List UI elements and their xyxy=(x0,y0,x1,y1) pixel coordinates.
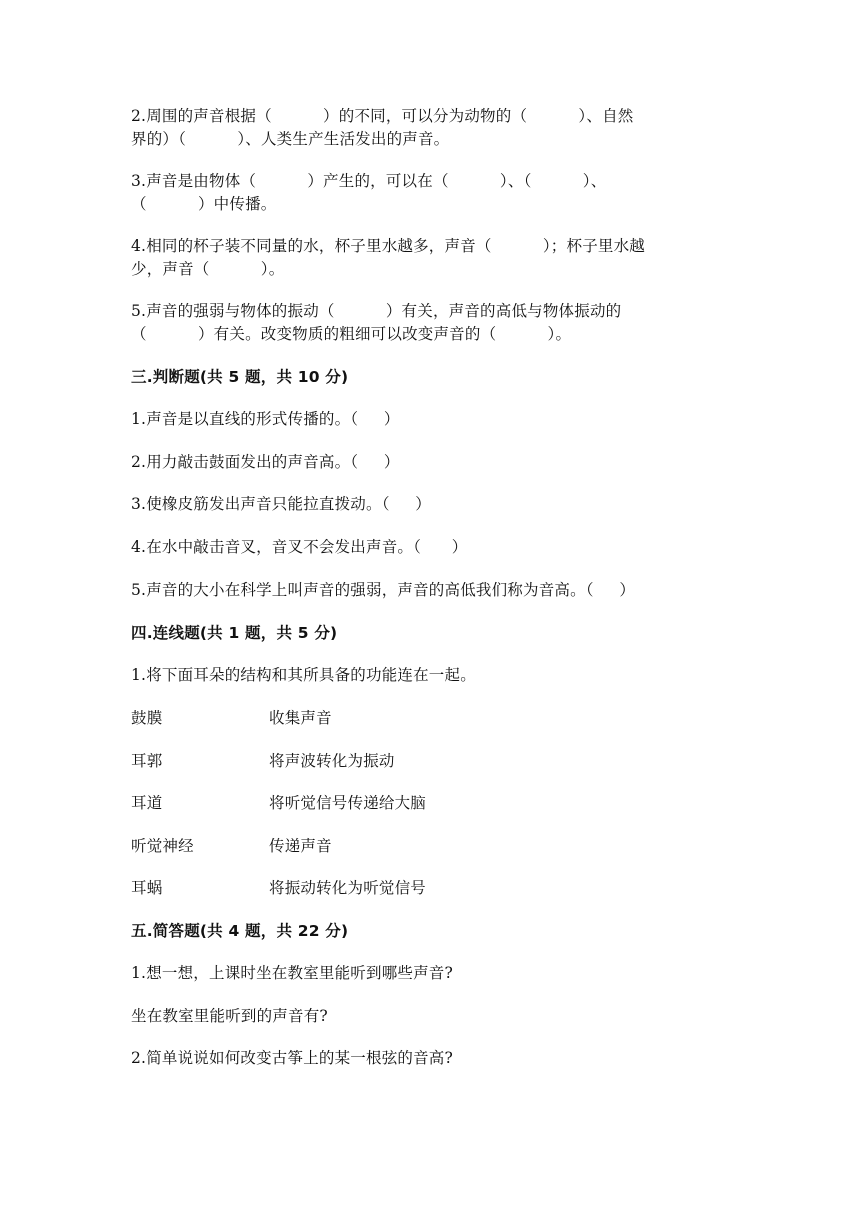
matching-prompt: 1.将下面耳朵的结构和其所具备的功能连在一起。 xyxy=(131,666,476,684)
match-left-item: 耳道 xyxy=(131,794,163,812)
judge-item-3: 3.使橡皮筋发出声音只能拉直拨动。（ ） xyxy=(131,495,431,513)
section-4-heading: 四.连线题(共 1 题，共 5 分) xyxy=(131,624,338,642)
match-left-item: 耳郭 xyxy=(131,752,163,770)
section-3-heading: 三.判断题(共 5 题，共 10 分) xyxy=(131,368,349,386)
match-left-item: 听觉神经 xyxy=(131,837,194,855)
section-5-heading: 五.简答题(共 4 题，共 22 分) xyxy=(131,922,349,940)
judge-item-1: 1.声音是以直线的形式传播的。（ ） xyxy=(131,410,400,428)
match-right-item: 收集声音 xyxy=(269,709,332,727)
short-answer-q2: 2.简单说说如何改变古筝上的某一根弦的音高? xyxy=(131,1049,453,1067)
short-answer-q1-followup: 坐在教室里能听到的声音有? xyxy=(131,1007,328,1025)
match-left-item: 耳蜗 xyxy=(131,879,163,897)
match-right-item: 将振动转化为听觉信号 xyxy=(269,879,427,897)
judge-item-2: 2.用力敲击鼓面发出的声音高。（ ） xyxy=(131,453,400,471)
judge-item-4: 4.在水中敲击音叉，音叉不会发出声音。（ ） xyxy=(131,538,468,556)
fill-in-q4-line2: 少，声音（ ）。 xyxy=(131,260,285,278)
match-left-item: 鼓膜 xyxy=(131,709,163,727)
fill-in-q3-line1: 3.声音是由物体（ ）产生的，可以在（ ）、（ ）、 xyxy=(131,172,607,190)
match-right-item: 传递声音 xyxy=(269,837,332,855)
fill-in-q5-line1: 5.声音的强弱与物体的振动（ ）有关，声音的高低与物体振动的 xyxy=(131,302,622,320)
match-right-item: 将听觉信号传递给大脑 xyxy=(269,794,427,812)
fill-in-q4-line1: 4.相同的杯子装不同量的水，杯子里水越多，声音（ ）；杯子里水越 xyxy=(131,237,646,255)
fill-in-q3-line2: （ ）中传播。 xyxy=(131,195,277,213)
short-answer-q1: 1.想一想，上课时坐在教室里能听到哪些声音? xyxy=(131,964,453,982)
fill-in-q2-line2: 界的）（ ）、人类生产生活发出的声音。 xyxy=(131,130,450,148)
match-right-item: 将声波转化为振动 xyxy=(269,752,395,770)
judge-item-5: 5.声音的大小在科学上叫声音的强弱，声音的高低我们称为音高。（ ） xyxy=(131,581,636,599)
fill-in-q2-line1: 2.周围的声音根据（ ）的不同，可以分为动物的（ ）、自然 xyxy=(131,107,634,125)
fill-in-q5-line2: （ ）有关。改变物质的粗细可以改变声音的（ ）。 xyxy=(131,325,572,343)
